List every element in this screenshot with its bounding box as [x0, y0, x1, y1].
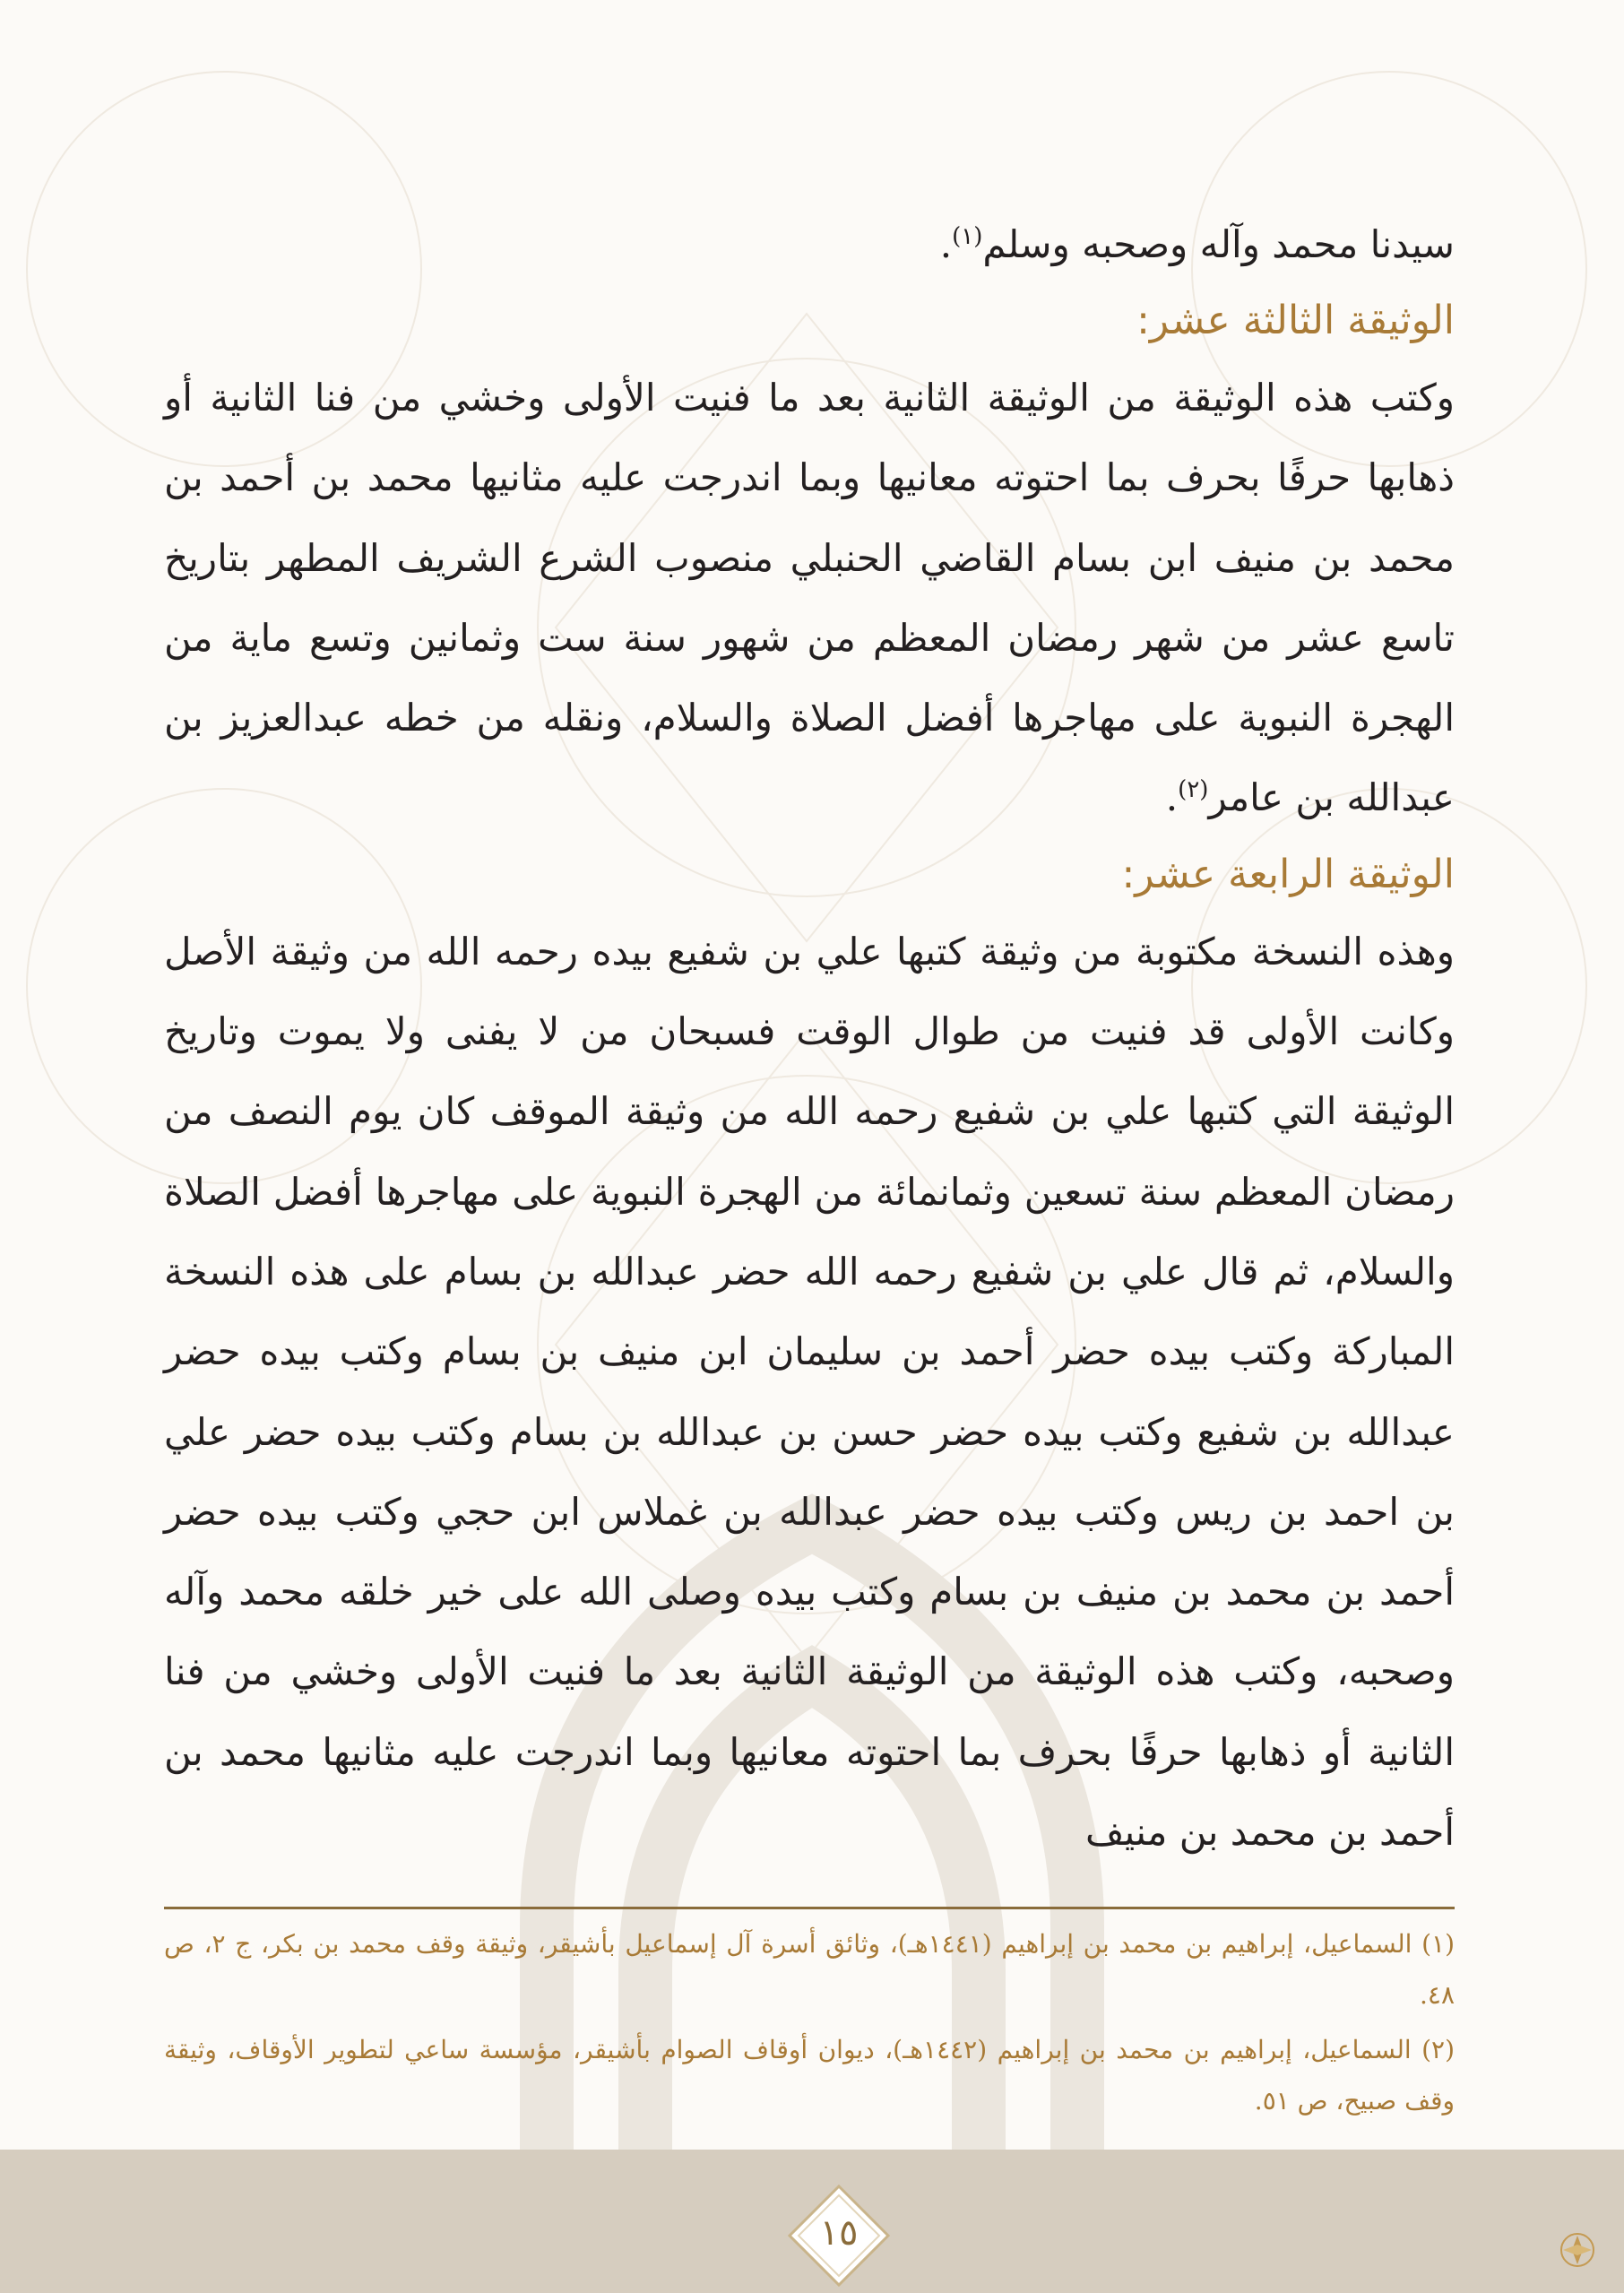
- publisher-logo-icon: [1551, 2223, 1604, 2277]
- footnote-1: (١) السماعيل، إبراهيم بن محمد بن إبراهيم (١٤٤١هـ)، وثائق أسرة آل إسماعيل بأشيقر، وثيقة وقف محمد بن بكر، ج ٢، ص ٤٨.: [164, 1929, 1456, 2010]
- footnote-2: (٢) السماعيل، إبراهيم بن محمد بن إبراهيم (١٤٤٢هـ)، ديوان أوقاف الصوام بأشيقر، مؤسسة ساعي لتطوير الأوقاف، وثيقة وقف صبيح، ص ٥١.: [164, 2035, 1455, 2116]
- page-number: ١٥: [819, 2212, 859, 2254]
- opening-line: سيدنا محمد وآله وصحبه وسلم$^{(١)}$.: [939, 222, 1455, 266]
- paragraph-document-13: وكتب هذه الوثيقة من الوثيقة الثانية بعد ما فنيت الأولى وخشي من فنا الثانية أو ذهابها حرفًا بحرف بما احتوته معانيها وبما اندرجت عليه مثانيها محمد بن أحمد بن محمد بن منيف ابن بسام القاضي الحنبلي منصوب الشرع الشريف المطهر بتاريخ تاسع عشر من شهر رمضان المعظم من شهور سنة ست وثمانين وتسع ماية من الهجرة النبوية على مهاجرها أفضل الصلاة والسلام، ونقله من خطه عبدالعزيز بن عبدالله بن عامر$^{(٢)}$.: [164, 376, 1455, 820]
- paragraph-document-14: وهذه النسخة مكتوبة من وثيقة كتبها علي بن شفيع بيده رحمه الله من وثيقة الأصل وكانت الأولى قد فنيت من طوال الوقت فسبحان من لا يفنى ولا يموت وتاريخ الوثيقة التي كتبها علي بن شفيع رحمه الله من وثيقة الموقف كان يوم النصف من رمضان المعظم سنة تسعين وثمانمائة من الهجرة النبوية على مهاجرها أفضل الصلاة والسلام، ثم قال علي بن شفيع رحمه الله حضر عبدالله بن بسام على هذه النسخة المباركة وكتب بيده حضر أحمد بن سليمان ابن منيف بن بسام وكتب بيده حضر عبدالله بن شفيع وكتب بيده حضر حسن بن عبدالله بن بسام وكتب بيده حضر علي بن احمد بن ريس وكتب بيده حضر عبدالله بن غملاس ابن حجي وكتب بيده حضر أحمد بن محمد بن منيف بن بسام وكتب بيده وصلى الله على خير خلقه محمد وآله وصحبه، وكتب هذه الوثيقة من الوثيقة الثانية بعد ما فنيت الأولى وخشي من فنا الثانية أو ذهابها حرفًا بحرف بما احتوته معانيها وبما اندرجت عليه مثانيها محمد بن أحمد بن محمد بن منيف: [164, 929, 1455, 1855]
- heading-document-13: الوثيقة الثالثة عشر:: [1136, 298, 1455, 343]
- main-text: [164, 204, 1455, 1872]
- footnote-divider: [164, 1907, 1455, 1909]
- footnote-ref-1[interactable]: (١): [952, 223, 983, 250]
- footnote-ref-2[interactable]: (٢): [1178, 776, 1209, 804]
- heading-document-14: الوثيقة الرابعة عشر:: [1121, 851, 1455, 897]
- footnotes: [164, 1918, 1455, 2130]
